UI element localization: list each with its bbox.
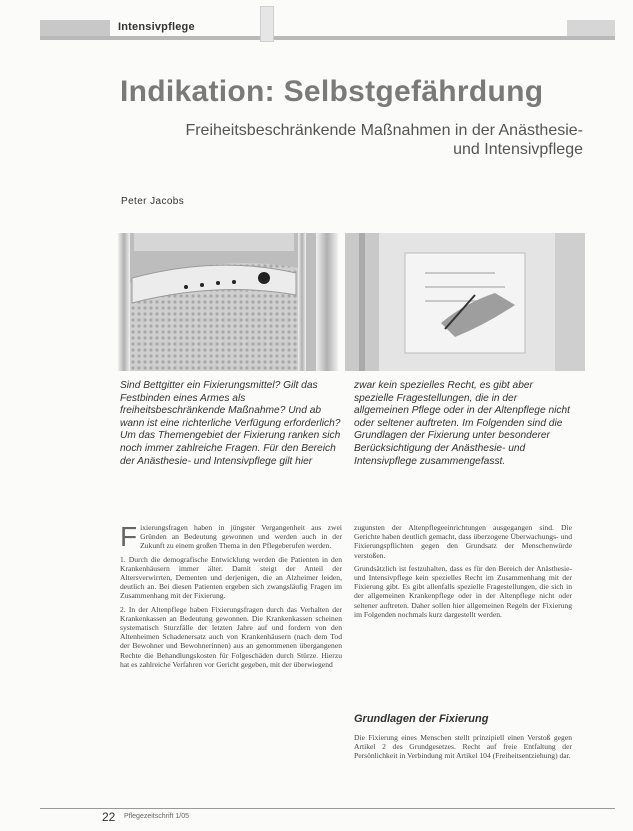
article-author: Peter Jacobs bbox=[121, 196, 185, 207]
photo-restraint-strap bbox=[118, 233, 338, 371]
drop-cap: F bbox=[120, 521, 138, 552]
body-paragraph: 2. In der Altenpflege haben Fixierungsfragen durch das Verhalten der Krankenkassen an Bedeutung gewonnen. Die Krankenkassen scheinen systematisch Sturzfälle der letzten Jahre auf und fordern von den Altenheimen Schadenersatz auch von Krankenhäusern (nach dem Tod der Bewohner und Bewohnerinnen) aus an genommenen übergangenen Rechte die Behandlungskosten für Folgeschäden durch Stürze. Hierzu hat es zahlreiche Verfahren vor Gericht gegeben, mit der überwiegend bbox=[120, 604, 342, 669]
section-label: Intensivpflege bbox=[118, 21, 195, 33]
article-title: Indikation: Selbstgefährdung bbox=[120, 75, 544, 108]
body-paragraph: Die Fixierung eines Menschen stellt prinzipiell einen Verstoß gegen Artikel 2 des Grundgesetzes. Recht auf freie Entfaltung der Persönlichkeit in Verbindung mit Artikel 104 (Freiheitsentziehung) dar. bbox=[354, 733, 572, 761]
header-corner-box bbox=[567, 20, 615, 36]
photo-hand-writing bbox=[345, 233, 585, 371]
header-rule bbox=[40, 36, 615, 40]
body-paragraph: Grundsätzlich ist festzuhalten, dass es für den Bereich der Anästhesie- und Intensivpflege kein spezielles Recht im Zusammenhang mit der Fixierung gibt. Es gibt allenfalls spezielle Fragestellungen, die sich in der allgemeinen Krankenpflege oder in der Altenpflege nicht oder seltener auftreten. Daher sollen hier allgemeinen Regeln der Fixierung im Folgenden nochmals kurz dargestellt werden. bbox=[354, 563, 572, 619]
header-bar bbox=[40, 20, 615, 42]
page-number: 22 bbox=[102, 810, 116, 824]
lead-paragraph-right: zwar kein spezielles Recht, es gibt aber spezielle Fragestellungen, die in der allgemeinen Pflege oder in der Altenpflege nicht oder seltener auftreten. Im Folgenden sind die Grundlagen der Fixierung unter besonderer Berücksichtigung der Anästhesie- und Intensivpflege zusammengefasst. bbox=[354, 380, 570, 467]
journal-name: Pflegezeitschrift 1/05 bbox=[124, 813, 189, 820]
body-paragraph bbox=[120, 523, 342, 551]
body-paragraph: zugunsten der Altenpflegeeinrichtungen ausgegangen sind. Die Gerichte haben deutlich gemacht, dass überzogene Überwachungs- und Fixierungspflichten gegen den Grundsatz der Menschenwürde verstoßen. bbox=[354, 523, 572, 560]
body-paragraph: 1. Durch die demografische Entwicklung werden die Patienten in den Krankenhäusern immer älter. Damit steigt der Anteil der Altersverwirrten, Dementen und derjenigen, die an Alzheimer leiden, deutlich an. Bei diesen Patienten ergeben sich zwangsläufig Fragen im Zusammenhang mit der Fixierung. bbox=[120, 554, 342, 601]
body-column-right bbox=[354, 523, 572, 623]
page-tab-decoration bbox=[260, 6, 274, 42]
body-column-left bbox=[120, 523, 342, 673]
footer-rule bbox=[40, 808, 615, 809]
article-subtitle: Freiheitsbeschränkende Maßnahmen in der Anästhesie- und Intensivpflege bbox=[185, 122, 583, 158]
lead-paragraph-left: Sind Bettgitter ein Fixierungsmittel? Gilt das Festbinden eines Armes als freiheitsbeschränkende Maßnahme? Und ab wann ist eine richterliche Verfügung erforderlich? Um das Themengebiet der Fixierung ranken sich noch immer zahlreiche Fragen. Für den Bereich der Anästhesie- und Intensivpflege gilt hier bbox=[120, 380, 341, 467]
section-heading: Grundlagen der Fixierung bbox=[354, 713, 489, 725]
body-intro-text: ixierungsfragen haben in jüngster Vergangenheit aus zwei Gründen an Bedeutung gewonnen und werden auch in der Zukunft zu einem großen Thema in den Pflegeberufen werden. bbox=[140, 523, 342, 551]
header-grey-box bbox=[40, 20, 110, 36]
